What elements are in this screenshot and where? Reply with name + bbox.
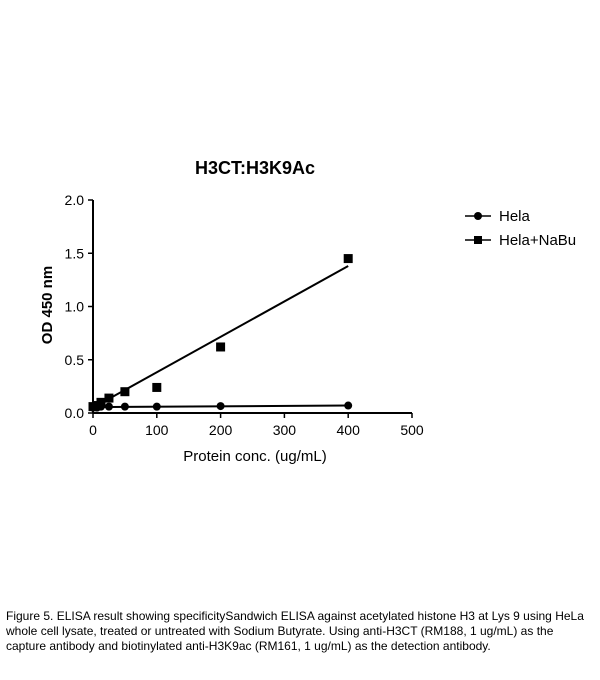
data-point-hela-nabu <box>216 342 225 351</box>
y-tick-label: 1.0 <box>64 298 84 315</box>
legend-item-hela <box>465 204 576 228</box>
data-points <box>89 254 353 412</box>
x-tick-label: 100 <box>145 422 169 438</box>
legend <box>465 204 576 252</box>
data-point-hela <box>344 402 352 410</box>
data-point-hela-nabu <box>152 383 161 392</box>
y-tick-label: 1.5 <box>64 245 84 262</box>
y-tick-label: 0.5 <box>64 351 84 368</box>
fit-line-hela-nabu <box>93 266 348 408</box>
data-point-hela <box>105 403 113 411</box>
figure-caption: Figure 5. ELISA result showing specificitySandwich ELISA against acetylated histone H3 at Lys 9 using HeLa whole cell lysate, treated or untreated with Sodium Butyrate. Using anti-H3CT (RM188, 1 ug/mL) as the capture antibody and biotinylated anti-H3K9ac (RM161, 1 ug/mL) as the detection antibody. <box>6 609 584 653</box>
x-tick-label: 200 <box>208 422 233 438</box>
data-point-hela-nabu <box>96 398 105 407</box>
legend-item-hela-nabu <box>465 228 576 252</box>
data-point-hela-nabu <box>344 254 353 263</box>
square-marker-icon <box>465 234 491 246</box>
y-tick-label: 0.0 <box>64 405 84 421</box>
y-tick-label: 2.0 <box>64 192 84 208</box>
legend-label-hela-nabu: Hela+NaBu <box>499 231 577 249</box>
y-axis-label: OD 450 nm <box>39 265 56 345</box>
data-point-hela-nabu <box>120 387 129 396</box>
data-point-hela-nabu <box>104 394 113 403</box>
x-tick-label: 400 <box>336 422 360 438</box>
legend-label-hela: Hela <box>499 207 530 225</box>
x-tick-label: 300 <box>272 422 297 438</box>
data-point-hela <box>217 402 225 410</box>
fit-lines <box>93 266 348 408</box>
chart-title: H3CT:H3K9Ac <box>194 158 316 178</box>
axes <box>65 192 424 438</box>
x-axis-label: Protein conc. (ug/mL) <box>183 448 327 465</box>
data-point-hela <box>121 403 129 411</box>
circle-marker-icon <box>465 210 491 222</box>
x-tick-label: 0 <box>89 422 97 438</box>
x-tick-label: 500 <box>400 422 424 438</box>
data-point-hela <box>153 403 161 411</box>
